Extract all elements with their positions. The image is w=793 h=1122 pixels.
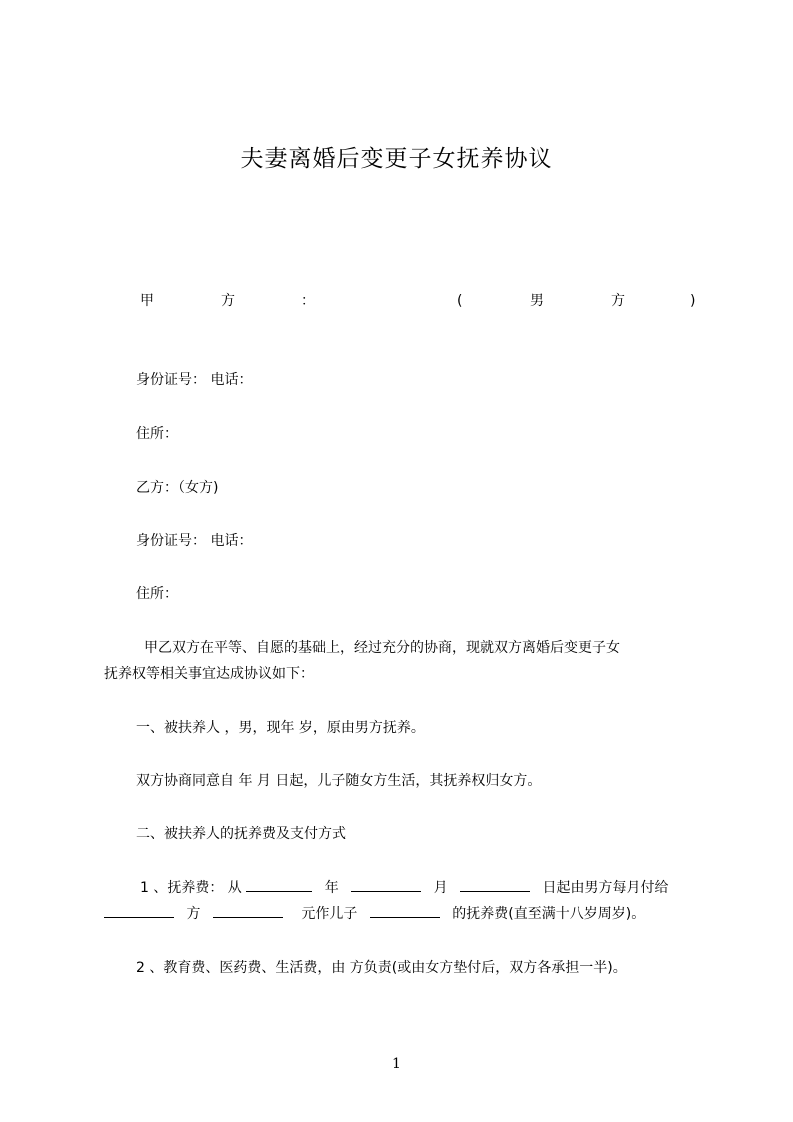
document-title: 夫妻离婚后变更子女抚养协议 bbox=[240, 146, 553, 172]
party-a-gender-char-2: 方 bbox=[611, 293, 625, 309]
item-2: 2 、教育费、医药费、生活费，由 方负责(或由女方垫付后，双方各承担一半)。 bbox=[136, 960, 627, 976]
intro-line-1: 甲乙双方在平等、自愿的基础上，经过充分的协商，现就双方离婚后变更子女 bbox=[144, 640, 620, 656]
clause-1-detail: 双方协商同意自 年 月 日起，儿子随女方生活，其抚养权归女方。 bbox=[136, 773, 542, 789]
party-a-id-phone: 身份证号： 电话： bbox=[136, 372, 253, 388]
party-a-char-1: 甲 bbox=[140, 293, 154, 309]
intro-line-2: 抚养权等相关事宜达成协议如下： bbox=[104, 666, 314, 682]
party-b-line: 乙方：（女方) bbox=[136, 480, 219, 496]
item-1-prefix: 1 、抚养费： 从 bbox=[140, 880, 242, 896]
party-a-open-paren: ( bbox=[457, 293, 463, 309]
clause-2-heading: 二、被扶养人的抚养费及支付方式 bbox=[136, 826, 346, 842]
blank-start-year bbox=[246, 877, 312, 892]
clause-1: 一、被扶养人 ，男，现年 岁，原由男方抚养。 bbox=[136, 720, 425, 736]
item-1-month: 月 bbox=[433, 880, 448, 896]
blank-amount bbox=[213, 903, 283, 918]
party-a-colon: ： bbox=[301, 293, 315, 309]
item-1-line-2 bbox=[104, 902, 645, 926]
party-a-char-2: 方 bbox=[221, 293, 235, 309]
item-1-suffix: 日起由男方每月付给 bbox=[542, 880, 669, 896]
blank-payer bbox=[104, 903, 174, 918]
blank-start-day bbox=[460, 877, 530, 892]
item-1-end: 的抚养费(直至满十八岁周岁)。 bbox=[452, 906, 646, 922]
item-1-yuan: 元作儿子 bbox=[301, 906, 358, 922]
party-b-address: 住所： bbox=[136, 586, 178, 602]
blank-start-month bbox=[351, 877, 421, 892]
item-1-side: 方 bbox=[186, 906, 201, 922]
item-1-line-1 bbox=[140, 876, 669, 900]
party-a-gender-char-1: 男 bbox=[530, 293, 544, 309]
party-a-close-paren: ) bbox=[690, 293, 696, 309]
item-1-year: 年 bbox=[324, 880, 339, 896]
blank-child-name bbox=[370, 903, 440, 918]
party-b-id-phone: 身份证号： 电话： bbox=[136, 533, 253, 549]
party-a-address: 住所： bbox=[136, 426, 178, 442]
page-number: 1 bbox=[392, 1056, 401, 1072]
